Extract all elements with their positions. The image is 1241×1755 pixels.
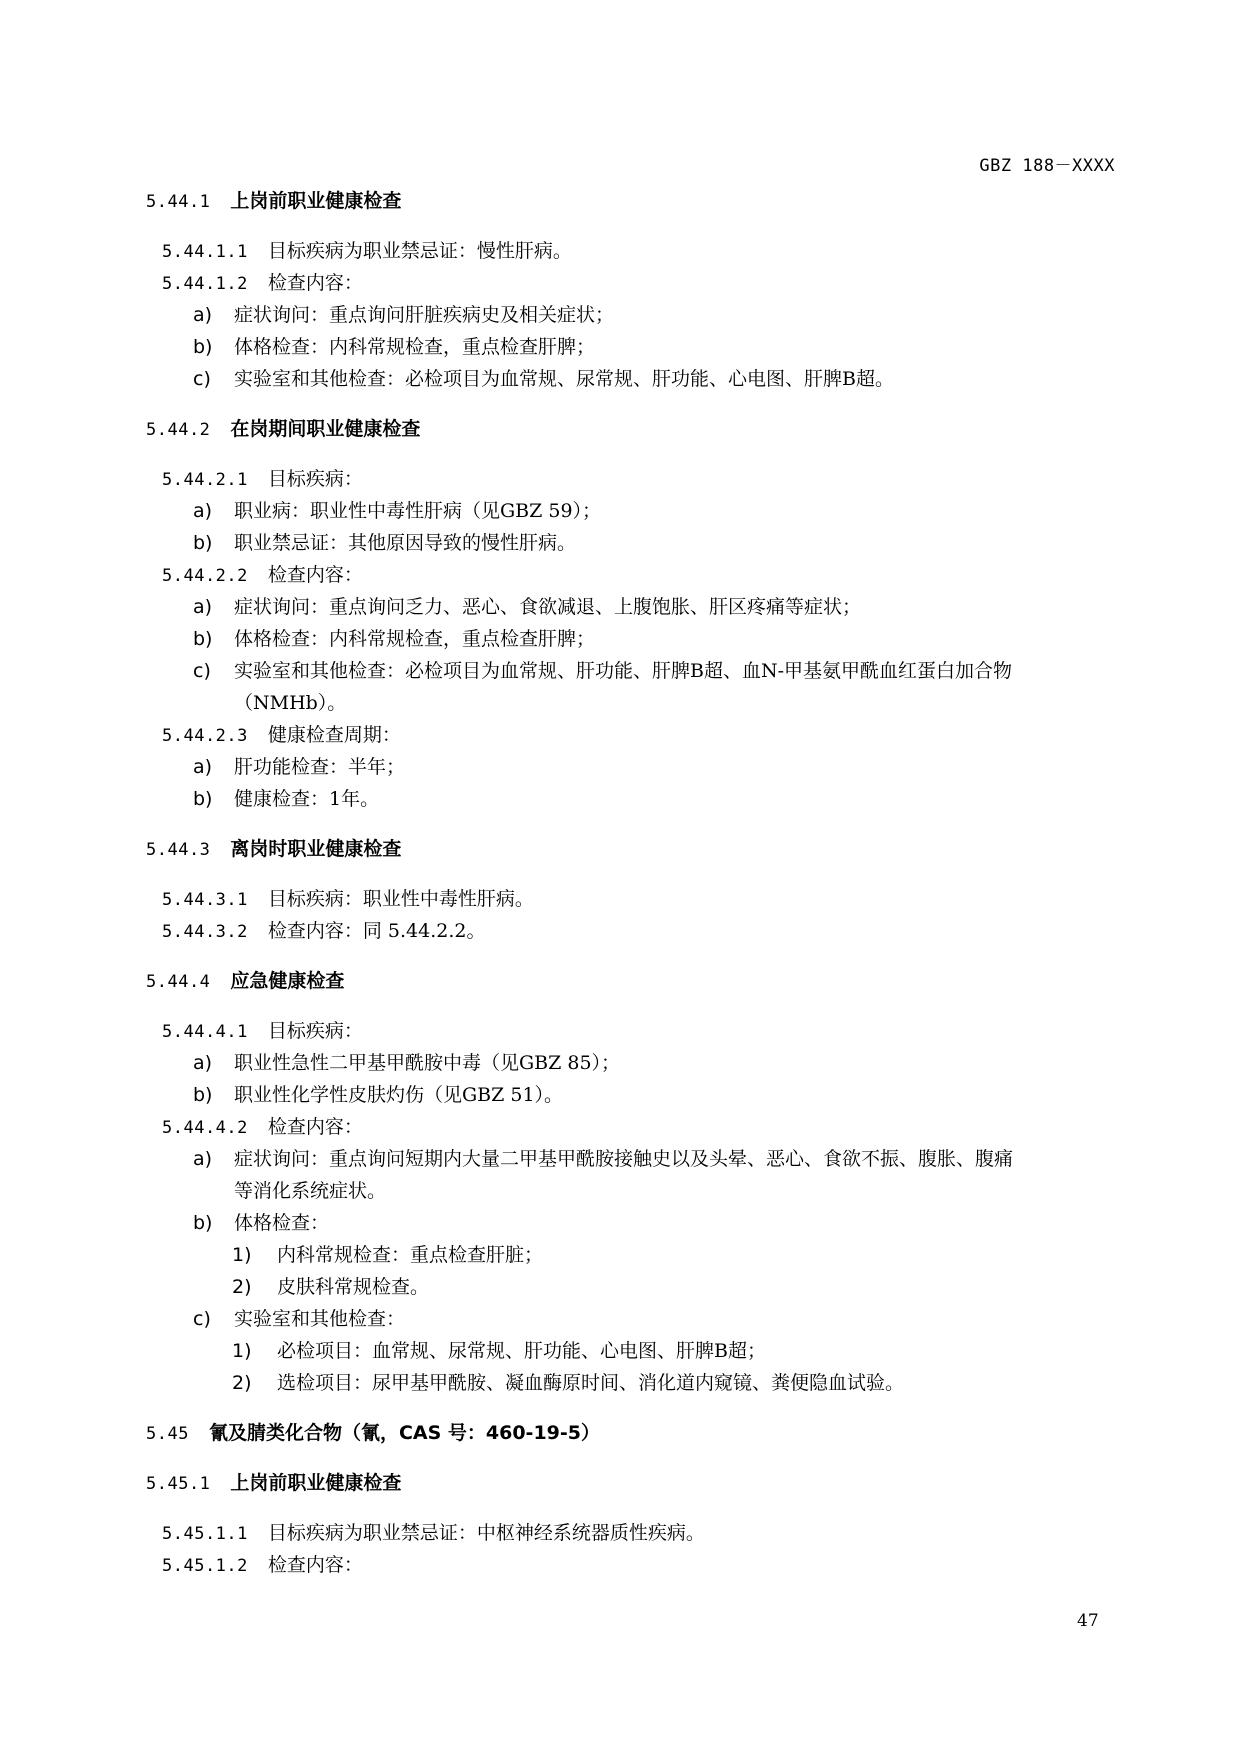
list-item — [232, 1338, 766, 1364]
line-text: 职业禁忌证：其他原因导致的慢性肝病。 — [234, 532, 577, 554]
list-item — [193, 302, 614, 328]
line-text: 氰及腈类化合物（氰，CAS 号：460-19-5） — [208, 1422, 600, 1444]
list-marker: 1) — [232, 1244, 252, 1266]
line-text: 目标疾病： — [267, 1020, 363, 1042]
list-marker: 2) — [232, 1372, 252, 1394]
line-text: 症状询问：重点询问肝脏疾病史及相关症状； — [234, 304, 615, 326]
section-heading — [146, 836, 401, 863]
list-marker: 1) — [232, 1340, 252, 1362]
list-marker: b) — [193, 1212, 213, 1234]
list-marker: b) — [193, 1084, 213, 1106]
line-text: 检查内容：同 5.44.2.2。 — [267, 920, 486, 942]
subsection-line — [162, 270, 363, 297]
section-number: 5.45.1.2 — [162, 1556, 248, 1576]
section-number: 5.44.3.1 — [162, 890, 248, 910]
section-number: 5.45 — [146, 1424, 189, 1444]
subsection-line — [162, 562, 363, 589]
continuation-line — [234, 1178, 386, 1204]
line-text: 实验室和其他检查： — [234, 1308, 406, 1330]
section-number: 5.44.1.1 — [162, 242, 248, 262]
subsection-line — [162, 918, 486, 945]
list-item — [193, 1210, 329, 1236]
subsection-line — [162, 886, 534, 913]
section-heading — [146, 1470, 401, 1497]
line-text: 症状询问：重点询问短期内大量二甲基甲酰胺接触史以及头晕、恶心、食欲不振、腹胀、腹痛 — [234, 1148, 1014, 1170]
line-text: 在岗期间职业健康检查 — [230, 418, 421, 440]
section-number: 5.44.4.2 — [162, 1118, 248, 1138]
list-item — [193, 366, 894, 392]
section-number: 5.44.2.3 — [162, 726, 248, 746]
list-marker: c) — [193, 368, 211, 390]
line-text: 职业性化学性皮肤灼伤（见GBZ 51）。 — [234, 1084, 564, 1106]
page-number: 47 — [1077, 1611, 1099, 1631]
section-number: 5.44.2 — [146, 420, 211, 440]
subsection-line — [162, 1520, 705, 1547]
subsection-line — [162, 238, 572, 265]
list-marker: a) — [193, 304, 213, 326]
section-number: 5.44.2.1 — [162, 470, 248, 490]
line-text: 应急健康检查 — [230, 970, 345, 992]
section-number: 5.44.4.1 — [162, 1022, 248, 1042]
list-item — [193, 530, 576, 556]
line-text: 检查内容： — [267, 564, 363, 586]
list-marker: b) — [193, 336, 213, 358]
list-marker: b) — [193, 532, 213, 554]
section-number: 5.45.1 — [146, 1474, 211, 1494]
line-text: 健康检查周期： — [267, 724, 401, 746]
list-item — [232, 1274, 429, 1300]
document-code-header: GBZ 188－XXXX — [979, 156, 1115, 176]
section-number: 5.44.4 — [146, 972, 211, 992]
list-item — [193, 1082, 563, 1108]
subsection-line — [162, 466, 363, 493]
line-text: 检查内容： — [267, 1554, 363, 1576]
line-text: 症状询问：重点询问乏力、恶心、食欲减退、上腹饱胀、肝区疼痛等症状； — [234, 596, 862, 618]
section-number: 5.44.3 — [146, 840, 211, 860]
line-text: 离岗时职业健康检查 — [230, 838, 402, 860]
line-text: 实验室和其他检查：必检项目为血常规、尿常规、肝功能、心电图、肝脾B超。 — [234, 368, 894, 390]
list-item — [193, 334, 595, 360]
line-text: 实验室和其他检查：必检项目为血常规、肝功能、肝脾B超、血N-甲基氨甲酰血红蛋白加合物 — [234, 660, 1013, 682]
line-text: 目标疾病：职业性中毒性肝病。 — [267, 888, 534, 910]
list-item — [232, 1370, 904, 1396]
line-text: 职业病：职业性中毒性肝病（见GBZ 59）； — [234, 500, 602, 522]
section-number: 5.44.3.2 — [162, 922, 248, 942]
line-text: 健康检查：1年。 — [234, 788, 380, 810]
line-text: 皮肤科常规检查。 — [277, 1276, 430, 1298]
line-text: 检查内容： — [267, 272, 363, 294]
list-item — [193, 626, 595, 652]
list-item — [193, 498, 601, 524]
line-text: 目标疾病为职业禁忌证：慢性肝病。 — [267, 240, 572, 262]
line-text: 等消化系统症状。 — [234, 1180, 387, 1202]
continuation-line — [234, 690, 346, 716]
line-text: 必检项目：血常规、尿常规、肝功能、心电图、肝脾B超； — [277, 1340, 766, 1362]
subsection-line — [162, 722, 401, 749]
list-item — [193, 658, 1012, 684]
list-marker: a) — [193, 596, 213, 618]
list-item — [193, 754, 405, 780]
line-text: 内科常规检查：重点检查肝脏； — [277, 1244, 544, 1266]
section-number: 5.44.1 — [146, 192, 211, 212]
line-text: 选检项目：尿甲基甲酰胺、凝血酶原时间、消化道内窥镜、粪便隐血试验。 — [277, 1372, 905, 1394]
list-marker: a) — [193, 500, 213, 522]
line-text: 体格检查：内科常规检查，重点检查肝脾； — [234, 628, 596, 650]
list-marker: a) — [193, 1052, 213, 1074]
section-heading — [146, 968, 344, 995]
list-item — [193, 594, 861, 620]
section-number: 5.44.1.2 — [162, 274, 248, 294]
line-text: 体格检查：内科常规检查，重点检查肝脾； — [234, 336, 596, 358]
list-marker: c) — [193, 1308, 211, 1330]
list-marker: a) — [193, 1148, 213, 1170]
list-marker: 2) — [232, 1276, 252, 1298]
list-item — [193, 1050, 620, 1076]
subsection-line — [162, 1114, 363, 1141]
line-text: 目标疾病： — [267, 468, 363, 490]
section-heading — [146, 416, 420, 443]
subsection-line — [162, 1018, 363, 1045]
line-text: 职业性急性二甲基甲酰胺中毒（见GBZ 85）； — [234, 1052, 621, 1074]
subsection-line — [162, 1552, 363, 1579]
list-marker: c) — [193, 660, 211, 682]
list-marker: a) — [193, 756, 213, 778]
list-item — [193, 786, 379, 812]
line-text: 体格检查： — [234, 1212, 330, 1234]
list-item — [232, 1242, 543, 1268]
section-number: 5.44.2.2 — [162, 566, 248, 586]
line-text: 检查内容： — [267, 1116, 363, 1138]
list-item — [193, 1306, 405, 1332]
section-number: 5.45.1.1 — [162, 1524, 248, 1544]
line-text: 目标疾病为职业禁忌证：中枢神经系统器质性疾病。 — [267, 1522, 705, 1544]
line-text: 上岗前职业健康检查 — [230, 190, 402, 212]
list-item — [193, 1146, 1013, 1172]
section-heading — [146, 188, 401, 215]
line-text: 上岗前职业健康检查 — [230, 1472, 402, 1494]
list-marker: b) — [193, 628, 213, 650]
section-heading — [146, 1420, 600, 1447]
line-text: （NMHb）。 — [234, 692, 347, 714]
line-text: 肝功能检查：半年； — [234, 756, 406, 778]
list-marker: b) — [193, 788, 213, 810]
